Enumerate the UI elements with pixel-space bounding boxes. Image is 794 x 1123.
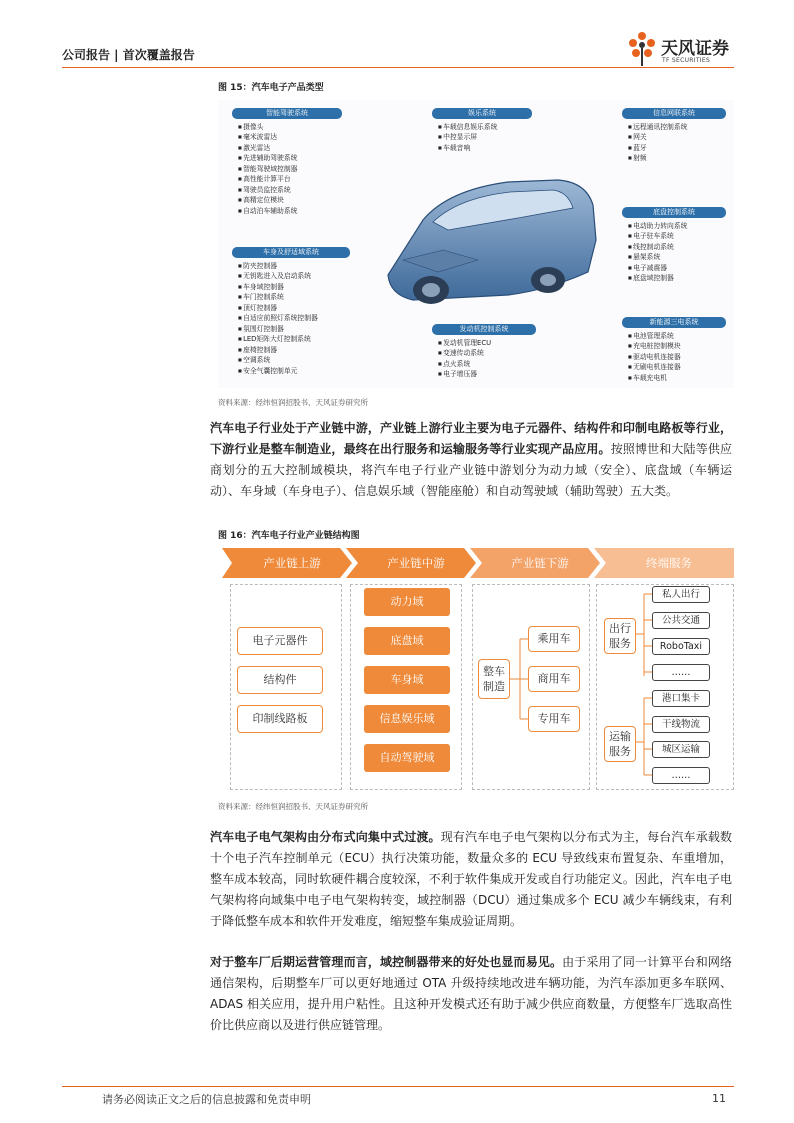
upstream-structural-parts: 结构件 — [237, 666, 323, 694]
travel-private: 私人出行 — [652, 586, 710, 603]
transport-trunk-logistics: 干线物流 — [652, 716, 710, 733]
logo-english-text: TF SECURITIES — [662, 57, 711, 64]
system-item: ■ 空调系统 — [238, 355, 350, 365]
system-item: ■ 无钥匙进入及启动系统 — [238, 271, 350, 281]
stage-midstream: 产业链中游 — [387, 556, 445, 570]
system-item: ■ 底盘域控制器 — [628, 273, 726, 283]
system-box-new-energy — [622, 317, 726, 383]
system-item: ■ LED矩阵大灯控制系统 — [238, 334, 350, 344]
system-item: ■ 无刷电机连接器 — [628, 362, 726, 372]
system-item: ■ 车载信息娱乐系统 — [438, 122, 532, 132]
paragraph-bold-lead: 对于整车厂后期运营管理而言，域控制器带来的好处也显而易见。 — [210, 955, 563, 969]
system-item: ■ 驾驶员监控系统 — [238, 185, 342, 195]
system-item: ■ 驱动电机连接器 — [628, 352, 726, 362]
system-title: 娱乐系统 — [432, 108, 532, 119]
system-item: ■ 电子减震器 — [628, 263, 726, 273]
industry-chain-diagram — [222, 546, 734, 792]
system-title: 信息网联系统 — [622, 108, 726, 119]
upstream-pcb: 印制线路板 — [237, 705, 323, 733]
paragraph-industry-chain — [210, 418, 732, 502]
system-item: ■ 激光雷达 — [238, 143, 342, 153]
figure-15-source: 资料来源：经纬恒润招股书、天风证券研究所 — [218, 398, 368, 407]
system-box-engine — [432, 324, 536, 380]
report-header-title: 公司报告 | 首次覆盖报告 — [62, 48, 195, 62]
system-item: ■ 车载充电机 — [628, 373, 726, 383]
system-item: ■ 智能驾驶域控制器 — [238, 164, 342, 174]
midstream-infotainment-domain: 信息娱乐域 — [364, 705, 450, 733]
midstream-body-domain: 车身域 — [364, 666, 450, 694]
system-item: ■ 摄像头 — [238, 122, 342, 132]
system-item: ■ 先进辅助驾驶系统 — [238, 153, 342, 163]
system-item: ■ 点火系统 — [438, 359, 536, 369]
system-box-entertainment — [432, 108, 532, 153]
system-item: ■ 毫米波雷达 — [238, 132, 342, 142]
system-item: ■ 防夹控制器 — [238, 261, 350, 271]
system-item: ■ 电子驻车系统 — [628, 231, 726, 241]
travel-more: …… — [652, 664, 710, 681]
system-item: ■ 线控制动系统 — [628, 242, 726, 252]
system-item: ■ 电子增压器 — [438, 369, 536, 379]
system-item: ■ 高性能计算平台 — [238, 174, 342, 184]
stage-terminal: 终端服务 — [646, 556, 692, 570]
system-title: 底盘控制系统 — [622, 207, 726, 218]
upstream-electronic-components: 电子元器件 — [237, 627, 323, 655]
system-box-autonomous — [232, 108, 342, 216]
paragraph-ee-architecture — [210, 827, 732, 932]
stage-upstream: 产业链上游 — [263, 556, 321, 570]
downstream-special-vehicle: 专用车 — [528, 706, 580, 732]
system-item: ■ 顶灯控制器 — [238, 303, 350, 313]
downstream-commercial-car: 商用车 — [528, 666, 580, 692]
system-item: ■ 悬架系统 — [628, 252, 726, 262]
system-item: ■ 车门控制系统 — [238, 292, 350, 302]
figure-15-image — [218, 100, 734, 388]
midstream-autonomous-domain: 自动驾驶域 — [364, 744, 450, 772]
system-item: ■ 座椅控制器 — [238, 345, 350, 355]
system-title: 车身及舒适域系统 — [232, 247, 350, 258]
system-item: ■ 蓝牙 — [628, 143, 726, 153]
stage-downstream: 产业链下游 — [511, 556, 569, 570]
system-title: 智能驾驶系统 — [232, 108, 342, 119]
system-title: 新能源三电系统 — [622, 317, 726, 328]
header-divider — [62, 67, 734, 68]
system-item: ■ 氛围灯控制器 — [238, 324, 350, 334]
system-item: ■ 自适应前照灯系统控制器 — [238, 313, 350, 323]
system-item: ■ 发动机管理ECU — [438, 338, 536, 348]
transport-urban: 城区运输 — [652, 741, 710, 758]
paragraph-bold-lead: 汽车电子电气架构由分布式向集中式过渡。 — [210, 830, 441, 844]
footer-disclaimer: 请务必阅读正文之后的信息披露和免责申明 — [102, 1093, 311, 1106]
travel-robotaxi: RoboTaxi — [652, 638, 710, 655]
system-item: ■ 车身域控制器 — [238, 282, 350, 292]
page-number: 11 — [712, 1092, 726, 1105]
system-item: ■ 网关 — [628, 132, 726, 142]
system-title: 发动机控制系统 — [432, 324, 536, 335]
system-item: ■ 射频 — [628, 153, 726, 163]
paragraph-body: 由于采用了同一计算平台和网络通信架构，后期整车厂可以更好地通过 OTA 升级持续地改进车辆功能，为汽车添加更多车联网、ADAS 相关应用，提升用户粘性。且这种开发模式还有助于减少供应商数量，方便整车厂选取高性价比供应商以及进行供应链管理。 — [210, 955, 732, 1032]
paragraph-body: 现有汽车电子电气架构以分布式为主，每台汽车承载数十个电子汽车控制单元（ECU）执行决策功能，数量众多的 ECU 导致线束布置复杂、车重增加，整车成本较高，同时软硬件耦合度较深，不利于软件集成开发或自行功能定义。因此，汽车电子电气架构将向域集中电子电气架构转变，域控制器（DCU）通过集成多个 ECU 减少车辆线束，有利于降低整车成本和软件开发难度，缩短整车集成验证周期。 — [210, 830, 732, 928]
terminal-travel-service: 出行服务 — [604, 618, 636, 654]
system-item: ■ 电动助力转向系统 — [628, 221, 726, 231]
midstream-chassis-domain: 底盘域 — [364, 627, 450, 655]
paragraph-body: 按照博世和大陆等供应商划分的五大控制域模块，将汽车电子行业产业链中游划分为动力域（安全）、底盘域（车辆运动）、车身域（车身电子）、信息娱乐域（智能座舱）和自动驾驶域（辅助驾驶）五大类。 — [210, 442, 732, 498]
footer-divider — [62, 1086, 734, 1087]
system-item: ■ 自动泊车辅助系统 — [238, 206, 342, 216]
system-item: ■ 充电桩控制模块 — [628, 341, 726, 351]
system-item: ■ 电池管理系统 — [628, 331, 726, 341]
midstream-power-domain: 动力域 — [364, 588, 450, 616]
system-item: ■ 变速传动系统 — [438, 348, 536, 358]
figure-16-source: 资料来源：经纬恒润招股书、天风证券研究所 — [218, 802, 368, 811]
system-item: ■ 高精定位模块 — [238, 195, 342, 205]
terminal-transport-service: 运输服务 — [604, 726, 636, 762]
system-item: ■ 车载音响 — [438, 143, 532, 153]
company-logo — [625, 30, 735, 70]
paragraph-domain-controller-benefits — [210, 952, 732, 1036]
logo-chinese-text: 天风证券 — [661, 39, 729, 59]
system-item: ■ 中控显示屏 — [438, 132, 532, 142]
downstream-vehicle-manufacturing: 整车制造 — [478, 659, 510, 699]
paragraph-bold-lead: 汽车电子行业处于产业链中游，产业链上游行业主要为电子元器件、结构件和印制电路板等行业，下游行业是整车制造业，最终在出行服务和运输服务等行业实现产品应用。 — [210, 421, 732, 456]
transport-port-truck: 港口集卡 — [652, 690, 710, 707]
travel-public-transport: 公共交通 — [652, 612, 710, 629]
system-item: ■ 远程通讯控制系统 — [628, 122, 726, 132]
system-box-body-comfort — [232, 247, 350, 376]
system-box-chassis — [622, 207, 726, 284]
transport-more: …… — [652, 767, 710, 784]
figure-15-title: 图 15：汽车电子产品类型 — [218, 83, 324, 93]
logo-flower-icon — [625, 30, 659, 68]
downstream-passenger-car: 乘用车 — [528, 626, 580, 652]
system-item: ■ 安全气囊控制单元 — [238, 366, 350, 376]
figure-16-title: 图 16：汽车电子行业产业链结构图 — [218, 531, 360, 541]
system-box-connectivity — [622, 108, 726, 164]
